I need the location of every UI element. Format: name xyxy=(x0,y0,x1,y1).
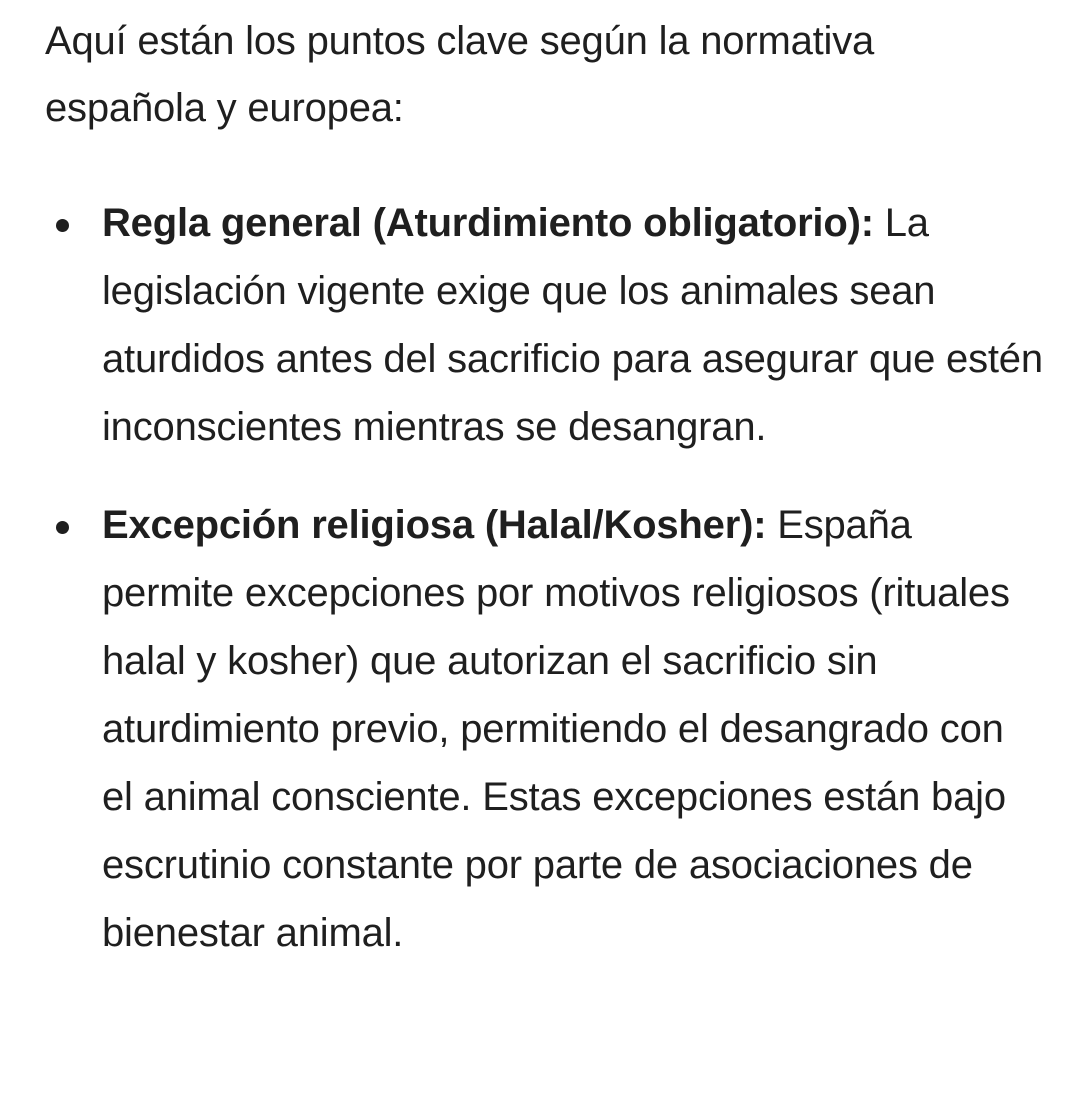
list-item xyxy=(45,491,1045,967)
point-title: Regla general (Aturdimiento obligatorio): xyxy=(102,201,874,245)
bullet-icon xyxy=(56,521,69,534)
point-title: Excepción religiosa (Halal/Kosher): xyxy=(102,503,767,547)
intro-paragraph: Aquí están los puntos clave según la normativa española y europea: xyxy=(45,19,875,130)
list-item xyxy=(45,189,1045,461)
point-text: La legislación vigente exige que los animales sean aturdidos antes del sacrificio para asegurar que estén inconscientes mientras se desangran. xyxy=(102,201,1043,449)
bullet-icon xyxy=(56,219,69,232)
key-points-list xyxy=(45,189,1045,967)
point-text: España permite excepciones por motivos religiosos (rituales halal y kosher) que autorizan el sacrificio sin aturdimiento previo, permitiendo el desangrado con el animal consciente. Estas excepciones están bajo escrutinio constante por parte de asociaciones de bienestar animal. xyxy=(102,503,1010,955)
response-text xyxy=(45,0,1045,967)
